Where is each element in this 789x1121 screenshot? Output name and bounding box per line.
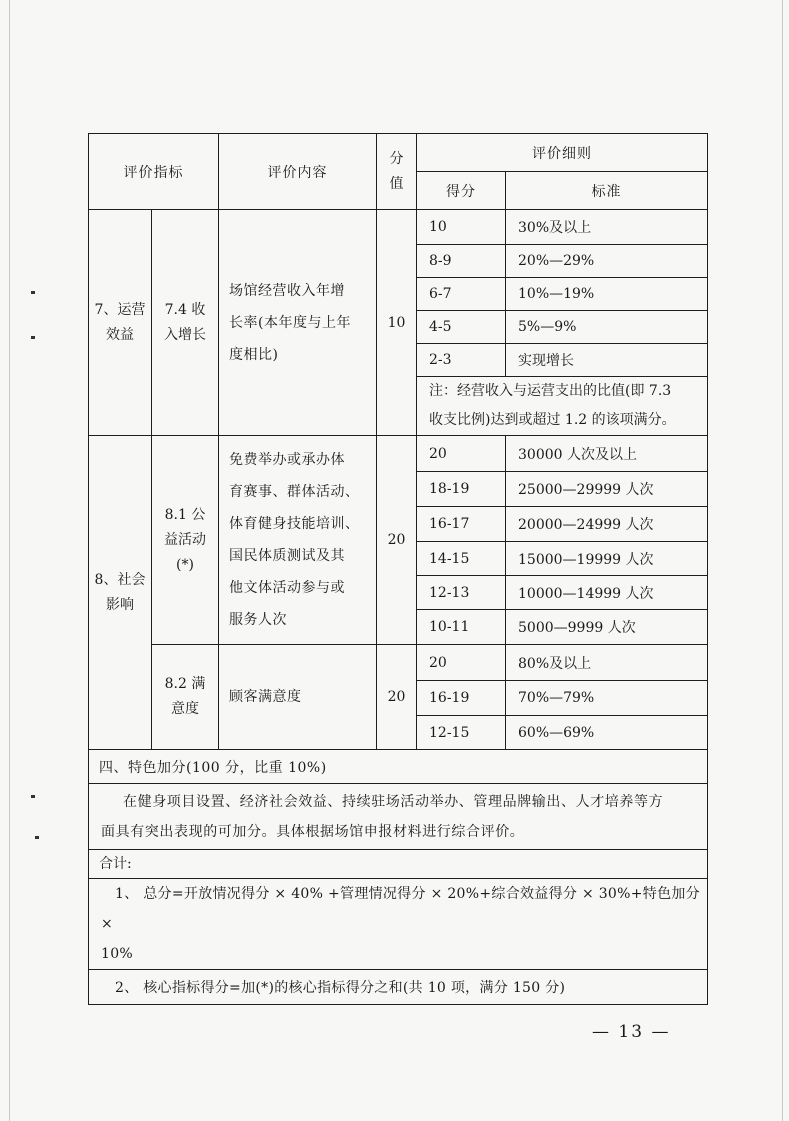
scan-mark <box>35 836 39 839</box>
score-cell: 14-15 <box>417 542 506 576</box>
page-number: — 13 — <box>592 1022 671 1042</box>
score-cell: 16-17 <box>417 507 506 542</box>
standard-cell: 10000—14999 人次 <box>506 576 708 610</box>
score-cell: 6-7 <box>417 278 506 311</box>
standard-cell: 70%—79% <box>506 681 708 716</box>
standard-cell: 5000—9999 人次 <box>506 610 708 645</box>
score-cell: 10 <box>417 210 506 245</box>
core-indicator-formula: 2、 核心指标得分=加(*)的核心指标得分之和(共 10 项，满分 150 分) <box>89 970 708 1005</box>
subitem-satisfaction: 8.2 满 意度 <box>152 645 219 750</box>
category-operation: 7、运营 效益 <box>89 210 152 436</box>
score-cell: 8-9 <box>417 245 506 278</box>
header-standard: 标准 <box>506 172 708 210</box>
standard-cell: 30%及以上 <box>506 210 708 245</box>
standard-cell: 20%—29% <box>506 245 708 278</box>
total-formula: 1、 总分=开放情况得分 × 40% +管理情况得分 × 20%+综合效益得分 × 30%+特色加分 × 10% <box>89 879 708 970</box>
header-score: 得分 <box>417 172 506 210</box>
scan-mark <box>31 336 35 339</box>
score-cell: 12-13 <box>417 576 506 610</box>
standard-cell: 10%—19% <box>506 278 708 311</box>
standard-cell: 20000—24999 人次 <box>506 507 708 542</box>
score-cell: 16-19 <box>417 681 506 716</box>
score-cell: 10-11 <box>417 610 506 645</box>
standard-cell: 60%—69% <box>506 716 708 750</box>
standard-cell: 5%—9% <box>506 311 708 344</box>
score-cell: 12-15 <box>417 716 506 750</box>
value-revenue-growth: 10 <box>377 210 417 436</box>
header-indicator: 评价指标 <box>89 134 219 210</box>
bonus-section-title: 四、特色加分(100 分，比重 10%) <box>89 750 708 784</box>
value-satisfaction: 20 <box>377 645 417 750</box>
revenue-note: 注：经营收入与运营支出的比值(即 7.3 收支比例)达到或超过 1.2 的该项满分。 <box>417 377 708 436</box>
scan-edge-right <box>782 0 783 1121</box>
standard-cell: 实现增长 <box>506 344 708 377</box>
header-rules: 评价细则 <box>417 134 708 172</box>
standard-cell: 15000—19999 人次 <box>506 542 708 576</box>
score-cell: 20 <box>417 436 506 472</box>
scan-edge-left <box>9 0 10 1121</box>
scan-mark <box>31 291 35 294</box>
content-satisfaction: 顾客满意度 <box>219 645 377 750</box>
standard-cell: 80%及以上 <box>506 645 708 681</box>
score-cell: 20 <box>417 645 506 681</box>
content-revenue-growth: 场馆经营收入年增 长率(本年度与上年 度相比) <box>219 210 377 436</box>
category-social-impact: 8、社会 影响 <box>89 436 152 750</box>
scan-mark <box>31 795 35 798</box>
score-cell: 18-19 <box>417 472 506 507</box>
subitem-revenue-growth: 7.4 收 入增长 <box>152 210 219 436</box>
subitem-public-activity: 8.1 公 益活动 (*) <box>152 436 219 645</box>
standard-cell: 30000 人次及以上 <box>506 436 708 472</box>
standard-cell: 25000—29999 人次 <box>506 472 708 507</box>
header-score-value: 分 值 <box>377 134 417 210</box>
score-cell: 2-3 <box>417 344 506 377</box>
bonus-section-text: 在健身项目设置、经济社会效益、持续驻场活动举办、管理品牌输出、人才培养等方 面具有突出表现的可加分。具体根据场馆申报材料进行综合评价。 <box>89 784 708 850</box>
content-public-activity: 免费举办或承办体 育赛事、群体活动、 体育健身技能培训、 国民体质测试及其 他文体活动参与或 服务人次 <box>219 436 377 645</box>
value-public-activity: 20 <box>377 436 417 645</box>
score-cell: 4-5 <box>417 311 506 344</box>
evaluation-table <box>88 133 708 1005</box>
header-content: 评价内容 <box>219 134 377 210</box>
total-label: 合计: <box>89 850 708 879</box>
